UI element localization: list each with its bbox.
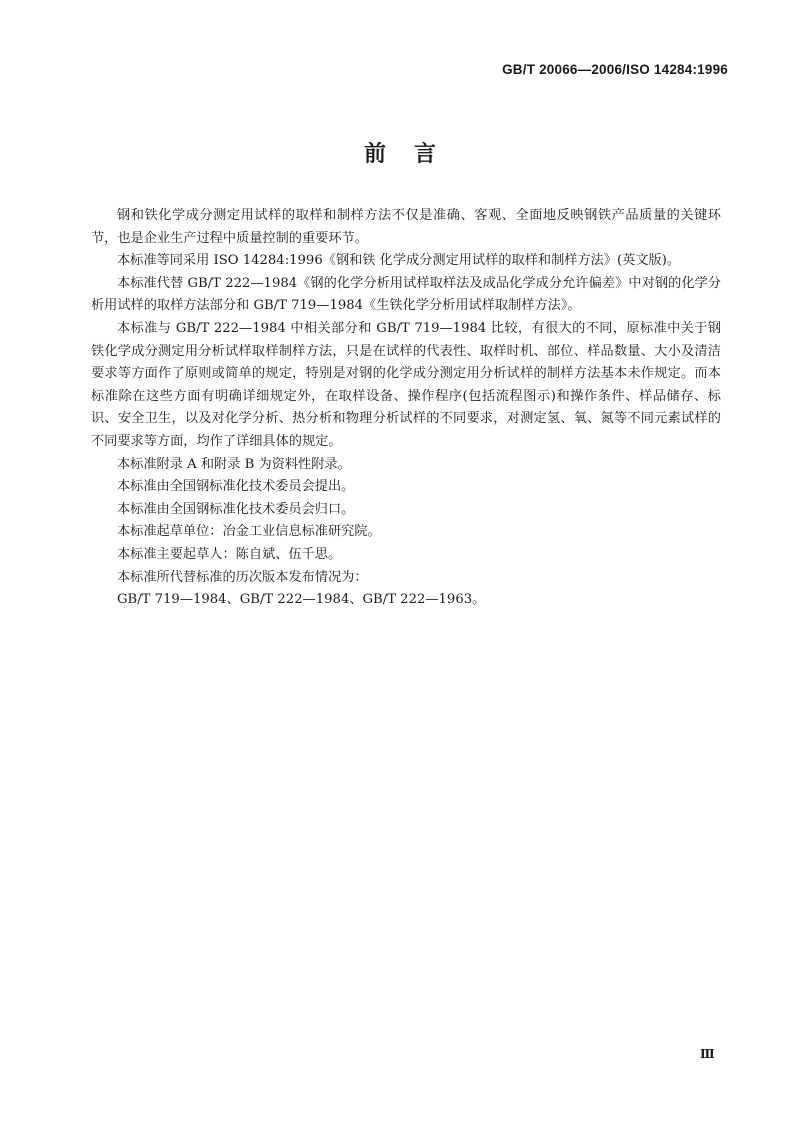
paragraph-10: 本标准所代替标准的历次版本发布情况为： [117,569,368,585]
paragraph-5: 本标准附录 A 和附录 B 为资料性附录。 [117,456,351,472]
paragraph-4: 本标准与 GB/T 222—1984 中相关部分和 GB/T 719—1984 比较，有很大的不同，原标准中关于钢铁化学成分测定用分析试样取样制样方法，只是在试样的代表性、取样时机、部位、样品数量、大小及清洁要求等方面作了原则或简单的规定，特别是对钢的化学成分测定用分析试样的制样方法基本未作规定。而本标准除在这些方面有明确详细规定外，在取样设备、操作程序(包括流程图示)和操作条件、样品储存、标识、安全卫生，以及对化学分析、热分析和物理分析试样的不同要求，对测定氢、氧、氮等不同元素试样的不同要求等方面，均作了详细具体的规定。 [91,320,721,449]
paragraph-6: 本标准由全国钢标准化技术委员会提出。 [117,479,355,495]
paragraph-1: 钢和铁化学成分测定用试样的取样和制样方法不仅是准确、客观、全面地反映钢铁产品质量的关键环节，也是企业生产过程中质量控制的重要环节。 [91,208,721,246]
foreword-body [91,205,721,612]
paragraph-7: 本标准由全国钢标准化技术委员会归口。 [117,501,355,517]
paragraph-8: 本标准起草单位：冶金工业信息标准研究院。 [117,524,381,540]
standard-number: GB/T 20066—2006/ISO 14284:1996 [502,62,728,77]
paragraph-9: 本标准主要起草人：陈自斌、伍千思。 [117,546,342,562]
page-number: Ⅲ [700,1047,715,1061]
paragraph-3: 本标准代替 GB/T 222—1984《钢的化学分析用试样取样法及成品化学成分允许偏差》中对钢的化学分析用试样的取样方法部分和 GB/T 719—1984《生铁化学分析用试样取制样方法》。 [91,275,721,314]
history-line: GB/T 719—1984、GB/T 222—1984、GB/T 222—1963。 [117,592,486,608]
page-title: 前言 [363,142,464,167]
paragraph-2: 本标准等同采用 ISO 14284:1996《钢和铁 化学成分测定用试样的取样和制样方法》(英文版)。 [117,253,681,269]
